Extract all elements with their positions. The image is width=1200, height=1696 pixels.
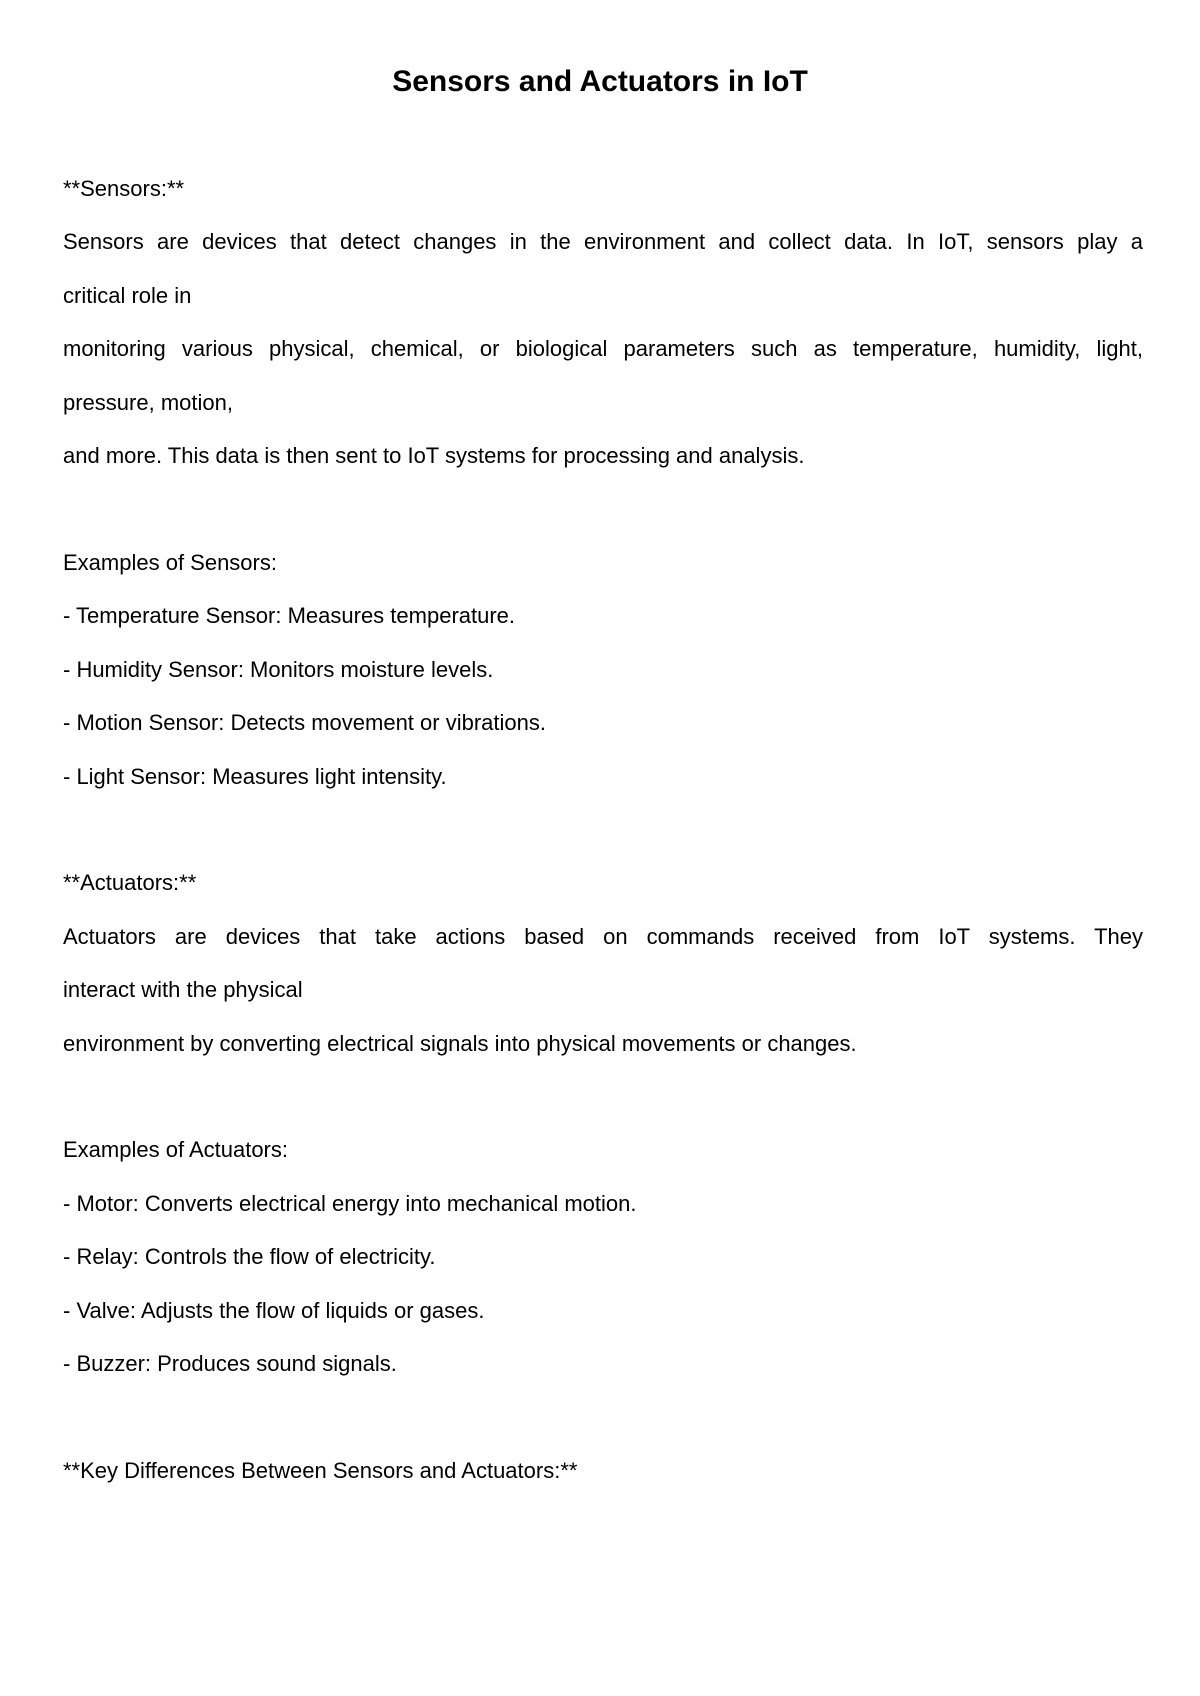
sensors-heading: **Sensors:** — [63, 176, 185, 201]
sensors-paragraph-line: and more. This data is then sent to IoT systems for processing and analysis. — [63, 443, 805, 468]
actuators-paragraph-line: Actuators are devices that take actions based on commands received from IoT systems. They — [63, 924, 1143, 949]
sensor-example-item: - Temperature Sensor: Measures temperature. — [63, 603, 516, 628]
sensors-paragraph-line: monitoring various physical, chemical, or biological parameters such as temperature, humidity, light, — [63, 336, 1143, 361]
sensors-paragraph-line: pressure, motion, — [63, 390, 233, 415]
actuator-example-item: - Valve: Adjusts the flow of liquids or gases. — [63, 1298, 485, 1323]
page-title: Sensors and Actuators in IoT — [392, 65, 808, 98]
sensor-example-item: - Humidity Sensor: Monitors moisture levels. — [63, 657, 494, 682]
sensors-examples-heading: Examples of Sensors: — [63, 550, 277, 575]
actuator-example-item: - Relay: Controls the flow of electricity. — [63, 1244, 436, 1269]
actuators-paragraph-line: interact with the physical — [63, 977, 303, 1002]
sensor-example-item: - Light Sensor: Measures light intensity. — [63, 764, 447, 789]
actuator-example-item: - Buzzer: Produces sound signals. — [63, 1351, 397, 1376]
actuator-example-item: - Motor: Converts electrical energy into mechanical motion. — [63, 1191, 637, 1216]
sensors-paragraph-line: Sensors are devices that detect changes in the environment and collect data. In IoT, sensors play a — [63, 229, 1143, 254]
sensor-example-item: - Motion Sensor: Detects movement or vibrations. — [63, 710, 546, 735]
sensors-paragraph-line: critical role in — [63, 283, 192, 308]
differences-heading: **Key Differences Between Sensors and Actuators:** — [63, 1458, 578, 1483]
actuators-heading: **Actuators:** — [63, 870, 197, 895]
actuators-paragraph-line: environment by converting electrical signals into physical movements or changes. — [63, 1031, 857, 1056]
actuators-examples-heading: Examples of Actuators: — [63, 1137, 288, 1162]
